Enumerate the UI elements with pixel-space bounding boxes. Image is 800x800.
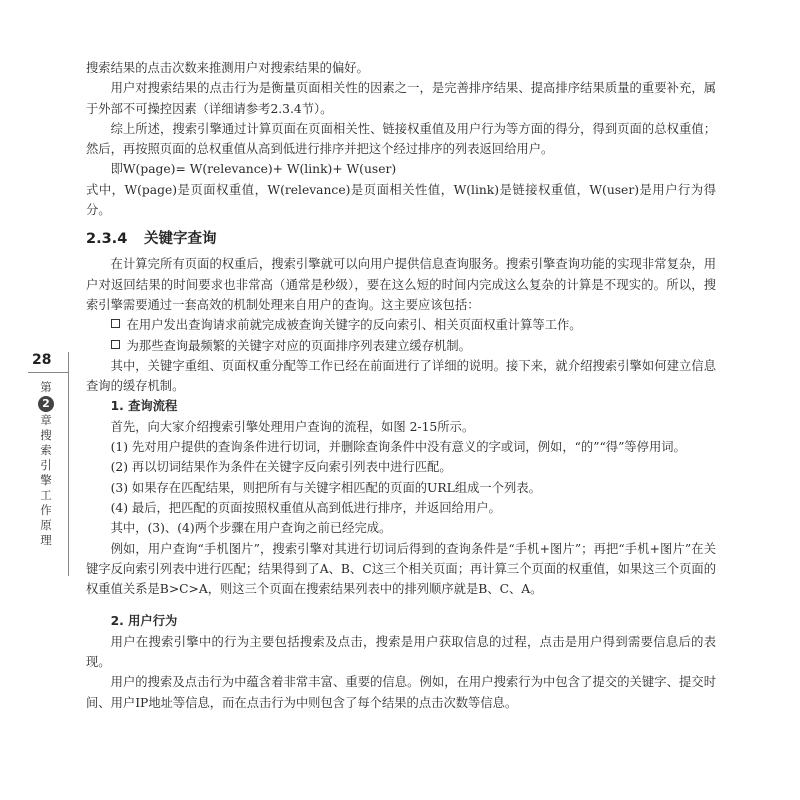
step-item: (3) 如果存在匹配结果，则把所有与关键字相匹配的页面的URL组成一个列表。	[110, 480, 541, 495]
checkbox-bullet-icon	[111, 340, 120, 349]
chapter-title-char: 擎	[40, 473, 52, 487]
chapter-title-char: 作	[40, 503, 52, 517]
step-item: (4) 最后，把匹配的页面按照权重值从高到低进行排序，并返回给用户。	[110, 500, 501, 515]
paragraph: 其中，(3)、(4)两个步骤在用户查询之前已经完成。	[110, 521, 392, 536]
subsection-heading: 2. 用户行为	[110, 614, 178, 629]
subsection-heading: 1. 查询流程	[110, 399, 178, 414]
paragraph: 用户对搜索结果的点击行为是衡量页面相关性的因素之一，是完善排序结果、提高排序结果质量的重要补充，属于外部不可操控因素（详细请参考2.3.4节）。	[86, 81, 716, 116]
checkbox-bullet-icon	[111, 319, 120, 328]
section-number: 2.3.4	[86, 231, 128, 248]
formula: 即W(page)= W(relevance)+ W(link)+ W(user)	[110, 162, 397, 177]
paragraph: 用户的搜索及点击行为中蕴含着非常丰富、重要的信息。例如，在用户搜索行为中包含了提交的关键字、提交时间、用户IP地址等信息，而在点击行为中则包含了每个结果的点击次数等信息。	[86, 675, 716, 710]
margin-divider-horizontal	[28, 372, 68, 373]
chapter-title-char: 理	[40, 533, 52, 547]
section-title: 关键字查询	[144, 231, 217, 248]
paragraph: 搜索结果的点击次数来推测用户对搜索结果的偏好。	[86, 61, 369, 75]
chapter-title-char: 原	[40, 518, 52, 532]
formula-explanation: 式中，W(page)是页面权重值，W(relevance)是页面相关性值，W(link)是链接权重值，W(user)是用户行为得分。	[86, 182, 716, 218]
paragraph: 例如，用户查询“手机图片”，搜索引擎对其进行切词后得到的查询条件是“手机+图片”；再把“手机+图片”在关键字反向索引列表中进行匹配；结果得到了A、B、C这三个相关页面；再计算三个页面的权重值，如果这三个页面的权重值关系是B>C>A，则这三个页面在搜索结果列表中的排列顺序就是B、C、A。	[86, 541, 716, 597]
body-text	[86, 58, 716, 713]
page-number: 28	[32, 352, 52, 368]
bullet-item: 在用户发出查询请求前就完成被查询关键字的反向索引、相关页面权重计算等工作。	[86, 315, 716, 335]
paragraph: 用户在搜索引擎中的行为主要包括搜索及点击，搜索是用户获取信息的过程，点击是用户得到需要信息后的表现。	[86, 634, 716, 670]
chapter-title-char: 搜	[40, 428, 52, 442]
paragraph: 在计算完所有页面的权重后，搜索引擎就可以向用户提供信息查询服务。搜索引擎查询功能的实现非常复杂，用户对返回结果的时间要求也非常高（通常是秒级），要在这么短的时间内完成这么复杂的计算是不现实的。所以，搜索引擎需要通过一套高效的机制处理来自用户的查询。这主要应该包括：	[86, 257, 716, 312]
chapter-title-char: 引	[40, 458, 52, 472]
chapter-title-char: 索	[40, 443, 52, 457]
paragraph: 综上所述，搜索引擎通过计算页面在页面相关性、链接权重值及用户行为等方面的得分，得到页面的总权重值；然后，再按照页面的总权重值从高到低进行排序并把这个经过排序的列表返回给用户。	[86, 121, 716, 157]
spacer	[86, 599, 716, 611]
chapter-prefix: 第	[40, 380, 52, 394]
paragraph: 首先，向大家介绍搜索引擎处理用户查询的流程，如图 2-15所示。	[110, 419, 475, 434]
bullet-item: 为那些查询最频繁的关键字对应的页面排序列表建立缓存机制。	[86, 336, 716, 356]
paragraph: 其中，关键字重组、页面权重分配等工作已经在前面进行了详细的说明。接下来，就介绍搜索引擎如何建立信息查询的缓存机制。	[86, 358, 716, 394]
step-item: (1) 先对用户提供的查询条件进行切词，并删除查询条件中没有意义的字或词，例如，“的”“得”等停用词。	[110, 440, 686, 455]
step-item: (2) 再以切词结果作为条件在关键字反向索引列表中进行匹配。	[110, 460, 452, 475]
chapter-number-badge: 2	[38, 396, 54, 412]
chapter-suffix: 章	[40, 413, 52, 427]
chapter-title-char: 工	[40, 488, 52, 502]
chapter-tab	[36, 380, 56, 548]
section-heading	[86, 226, 716, 252]
margin-divider-vertical	[68, 352, 69, 576]
